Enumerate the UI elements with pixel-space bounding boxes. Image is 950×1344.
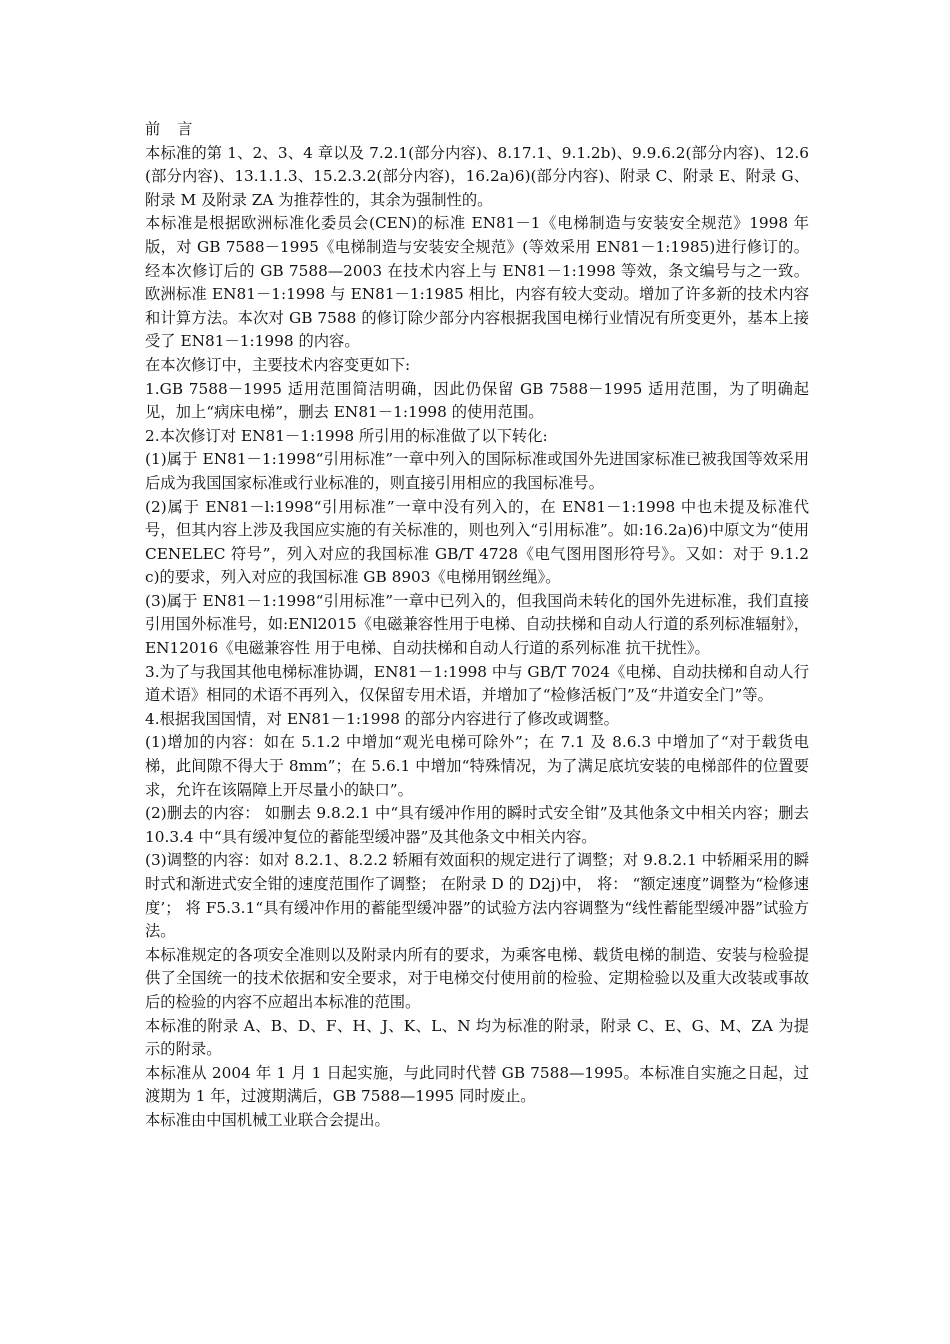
paragraph-scope-recommended: 本标准的第 1、2、3、4 章以及 7.2.1(部分内容)、8.17.1、9.1.2b)、9.9.6.2(部分内容)、12.6(部分内容)、13.1.1.3、15.2.3.2(部分内容)，16.2a)6)(部分内容)、附录 C、附录 E、附录 G、附录 M 及附录 ZA 为推荐性的，其余为强制性的。	[145, 143, 809, 209]
paragraph-change-3: 3.为了与我国其他电梯标准协调，EN81－1:1998 中与 GB/T 7024《电梯、自动扶梯和自动人行道术语》相同的术语不再列入，仅保留专用术语，并增加了“检修活板门”及“井道安全门”等。	[145, 662, 809, 705]
paragraph-proposed-by: 本标准由中国机械工业联合会提出。	[145, 1110, 390, 1129]
paragraph-change-2-1: (1)属于 EN81－1:1998“引用标准”一章中列入的国际标准或国外先进国家标准已被我国等效采用后成为我国国家标准或行业标准的，则直接引用相应的我国标准号。	[145, 450, 809, 492]
paragraph-change-4-1: (1)增加的内容：如在 5.1.2 中增加“观光电梯可除外”；在 7.1 及 8.6.3 中增加了“对于载货电梯，此间隙不得大于 8mm”；在 5.6.1 中增加“特殊情况，为了满足底坑安装的电梯部件的位置要求，允许在该隔障上开尽量小的缺口”。	[145, 733, 809, 799]
paragraph-basis-en81: 本标准是根据欧洲标准化委员会(CEN)的标准 EN81－1《电梯制造与安装安全规范》1998 年版，对 GB 7588－1995《电梯制造与安装安全规范》(等效采用 EN81－1:1985)进行修订的。经本次修订后的 GB 7588—2003 在技术内容上与 EN81－1:1998 等效，条文编号与之一致。欧洲标准 EN81－1:1998 与 EN81－1:1985 相比，内容有较大变动。增加了许多新的技术内容和计算方法。本次对 GB 7588 的修订除少部分内容根据我国电梯行业情况有所变更外，基本上接受了 EN81－1:1998 的内容。	[145, 214, 809, 351]
paragraph-effective-date: 本标准从 2004 年 1 月 1 日起实施，与此同时代替 GB 7588—1995。本标准自实施之日起，过渡期为 1 年，过渡期满后，GB 7588—1995 同时废止。	[145, 1063, 809, 1106]
paragraph-appendices: 本标准的附录 A、B、D、F、H、J、K、L、N 均为标准的附录，附录 C、E、G、M、ZA 为提示的附录。	[145, 1016, 809, 1059]
paragraph-change-4-2: (2)删去的内容： 如删去 9.8.2.1 中“具有缓冲作用的瞬时式安全钳”及其他条文中相关内容；删去 10.3.4 中“具有缓冲复位的蓄能型缓冲器”及其他条文中相关内容。	[145, 804, 809, 846]
paragraph-main-changes-intro: 在本次修订中，主要技术内容变更如下:	[145, 355, 411, 374]
paragraph-change-2-3: (3)属于 EN81－1:1998“引用标准”一章中已列入的，但我国尚未转化的国外先进标准，我们直接引用国外标准号，如:ENl2015《电磁兼容性用于电梯、自动扶梯和自动人行道的系列标准辐射》，EN12016《电磁兼容性 用于电梯、自动扶梯和自动人行道的系列标准 抗干扰性》。	[145, 591, 809, 658]
paragraph-safety-rules: 本标准规定的各项安全准则以及附录内所有的要求，为乘客电梯、载货电梯的制造、安装与检验提供了全国统一的技术依据和安全要求，对于电梯交付使用前的检验、定期检验以及重大改装或事故后的检验的内容不应超出本标准的范围。	[145, 945, 809, 1011]
paragraph-change-2-2: (2)属于 EN81－l:1998“引用标准”一章中没有列入的，在 EN81－1:1998 中也未提及标准代号，但其内容上涉及我国应实施的有关标准的，则也列入“引用标准”。如:16.2a)6)中原文为“使用 CENELEC 符号”，列入对应的我国标准 GB/T 4728《电气图用图形符号》。又如：对于 9.1.2 c)的要求，列入对应的我国标准 GB 8903《电梯用钢丝绳》。	[145, 497, 809, 587]
paragraph-change-2: 2.本次修订对 EN81－1:1998 所引用的标准做了以下转化:	[145, 426, 548, 445]
document-heading: 前 言	[145, 120, 199, 138]
document-page	[145, 118, 809, 1133]
paragraph-change-1: 1.GB 7588－1995 适用范围简洁明确，因此仍保留 GB 7588－1995 适用范围，为了明确起见，加上“病床电梯”，删去 EN81－1:1998 的使用范围。	[145, 379, 809, 422]
paragraph-change-4: 4.根据我国国情，对 EN81－1:1998 的部分内容进行了修改或调整。	[145, 709, 619, 728]
paragraph-change-4-3: (3)调整的内容：如对 8.2.1、8.2.2 轿厢有效面积的规定进行了调整；对 9.8.2.1 中轿厢采用的瞬时式和渐进式安全钳的速度范围作了调整； 在附录 D 的 D2j)中， 将： “额定速度”调整为“检修速度’； 将 F5.3.1“具有缓冲作用的蓄能型缓冲器”的试验方法内容调整为“线性蓄能型缓冲器”试验方法。	[145, 851, 809, 941]
